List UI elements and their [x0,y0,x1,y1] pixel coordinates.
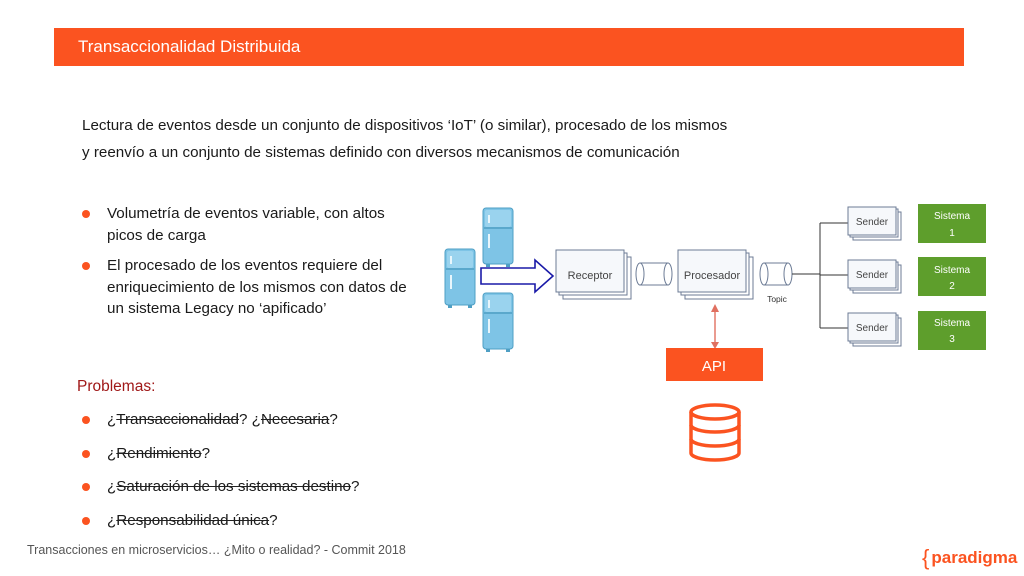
sistema-number: 1 [949,228,955,239]
logo-brace-icon: { [922,545,930,570]
database-icon [691,405,739,460]
sistema-number: 3 [949,334,955,345]
sistema-box [918,311,986,350]
iot-device-icon [483,293,513,352]
list-item: ¿Responsabilidad única? [82,511,359,545]
list-item: ¿Saturación de los sistemas destino? [82,477,359,511]
logo-text: paradigma [931,548,1018,567]
problem-text: Transaccionalidad [116,411,239,428]
iot-device-icon [483,208,513,267]
input-arrow-icon [481,260,553,292]
queue-icon [636,263,672,285]
problem-text: Saturación de los sistemas destino [116,478,351,495]
iot-device-icon [445,249,475,308]
sender-box [848,207,901,240]
paradigma-logo [922,543,1017,569]
problem-text: Responsabilidad única [116,511,270,529]
sender-label: Sender [855,270,889,281]
fanout-connector [792,223,848,328]
footer-text: Transacciones en microservicios… ¿Mito o realidad? - Commit 2018 [27,543,406,557]
topic-label: Topic [767,294,787,304]
api-connector-arrow [711,304,719,349]
sender-label: Sender [855,323,889,334]
api-box [666,348,763,381]
sender-box [848,260,901,293]
sender-box [848,313,901,346]
receptor-box [556,250,631,299]
intro-line-1: Lectura de eventos desde un conjunto de dispositivos ‘IoT’ (o similar), procesado de los mismos [82,117,728,134]
sistema-box [918,257,986,296]
topic-queue-icon [760,263,792,285]
list-item: ¿Rendimiento? [82,444,359,478]
problems-title: Problemas: [77,378,156,395]
procesador-box [678,250,753,299]
bullet-text: Volumetría de eventos variable, con altos picos de carga [107,205,385,244]
bullet-text: El procesado de los eventos requiere del enriquecimiento de los mismos con datos de un sistema Legacy no ‘apificado’ [107,257,407,317]
intro-line-2: y reenvío a un conjunto de sistemas definido con diversos mecanismos de comunicación [82,144,680,161]
page-title: Transaccionalidad Distribuida [78,37,301,56]
sistema-label: Sistema [933,265,971,276]
problem-text: Rendimiento [116,444,202,462]
sistema-number: 2 [949,281,955,292]
receptor-label: Receptor [567,270,613,282]
api-label: API [701,358,727,375]
procesador-label: Procesador [683,270,741,282]
sistema-box [918,204,986,243]
sender-label: Sender [855,217,889,228]
list-item: ¿Transaccionalidad? ¿Necesaria? [82,410,359,444]
sistema-label: Sistema [933,318,971,329]
problem-text: Necesaria [260,411,330,428]
sistema-label: Sistema [933,211,971,222]
